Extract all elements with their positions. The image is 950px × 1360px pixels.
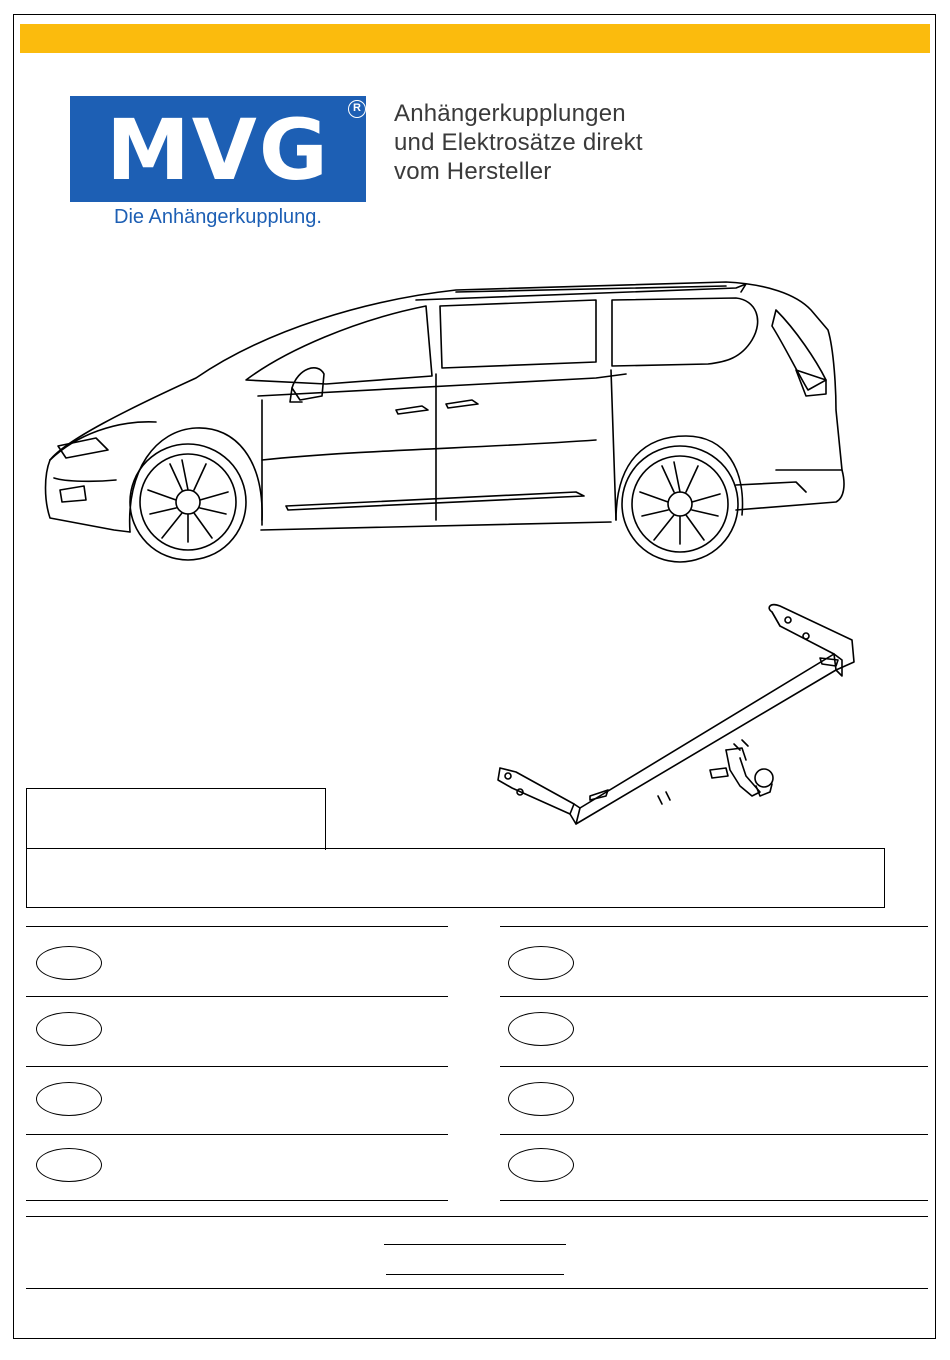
footer-divider-bottom [26, 1288, 928, 1289]
slogan-line-2: und Elektrosätze direkt [394, 129, 643, 156]
slogan-line-3: vom Hersteller [394, 158, 552, 185]
left-row-divider-3 [26, 1066, 448, 1067]
right-row-divider-5 [500, 1200, 928, 1201]
footer-divider-top [26, 1216, 928, 1217]
approval-oval-6 [508, 1012, 574, 1046]
footer-underline-1 [384, 1244, 566, 1245]
approval-oval-1 [36, 946, 102, 980]
approval-oval-3 [36, 1082, 102, 1116]
towbar-illustration [490, 600, 870, 840]
header-accent-bar [20, 24, 930, 53]
left-row-divider-1 [26, 926, 448, 927]
mvg-logo [70, 96, 368, 234]
approval-oval-8 [508, 1148, 574, 1182]
right-row-divider-1 [500, 926, 928, 927]
approval-oval-2 [36, 1012, 102, 1046]
right-row-divider-2 [500, 996, 928, 997]
right-row-divider-4 [500, 1134, 928, 1135]
registered-mark-icon: R [348, 100, 366, 118]
right-row-divider-3 [500, 1066, 928, 1067]
vehicle-application-box [26, 848, 885, 908]
approval-oval-5 [508, 946, 574, 980]
approval-oval-7 [508, 1082, 574, 1116]
logo-blue-panel [70, 96, 366, 202]
approval-oval-4 [36, 1148, 102, 1182]
left-row-divider-5 [26, 1200, 448, 1201]
slogan-line-1: Anhängerkupplungen [394, 100, 626, 127]
footer-underline-2 [386, 1274, 564, 1275]
logo-brand-text: MVG [106, 101, 330, 199]
part-number-box [26, 788, 326, 850]
left-row-divider-2 [26, 996, 448, 997]
left-row-divider-4 [26, 1134, 448, 1135]
logo-tagline: Die Anhängerkupplung. [114, 206, 322, 228]
header-slogan [394, 99, 643, 186]
vehicle-illustration [36, 270, 860, 580]
